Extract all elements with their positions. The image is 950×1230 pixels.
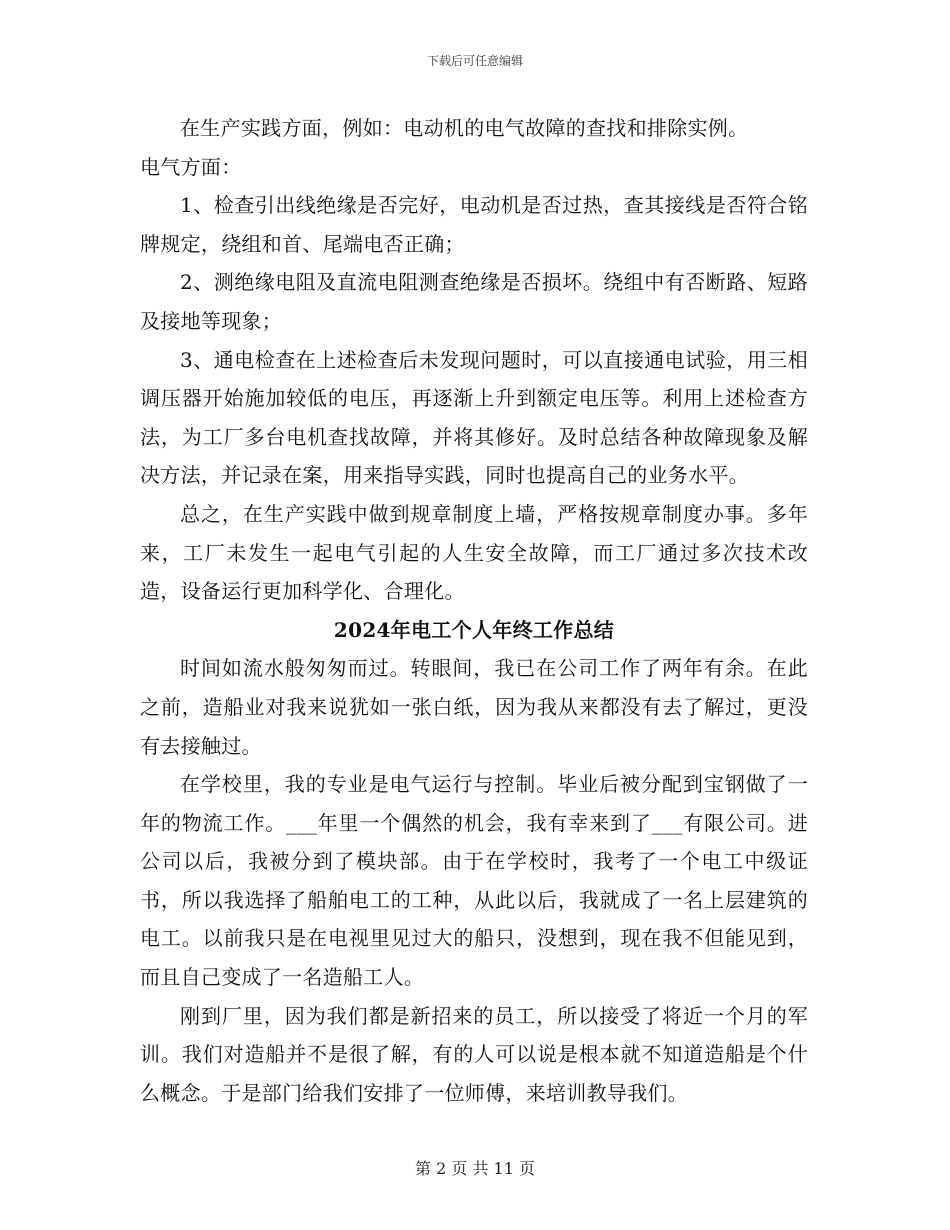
paragraph-step-1: 1、检查引出线绝缘是否完好，电动机是否过热，查其接线是否符合铭牌规定，绕组和首、尾端电否正确； <box>140 193 808 256</box>
page-number: 第 2 页 共 11 页 <box>415 1159 535 1178</box>
section-title: 2024年电工个人年终工作总结 <box>333 617 615 642</box>
paragraph-step-3: 3、通电检查在上述检查后未发现问题时，可以直接通电试验，用三相调压器开始施加较低的电压，再逐渐上升到额定电压等。利用上述检查方法，为工厂多台电机查找故障，并将其修好。及时总结各种故障现象及解决方法，并记录在案，用来指导实践，同时也提高自己的业务水平。 <box>140 347 808 488</box>
paragraph-time: 时间如流水般匆匆而过。转眼间，我已在公司工作了两年有余。在此之前，造船业对我来说犹如一张白纸，因为我从来都没有去了解过，更没有去接触过。 <box>140 656 808 758</box>
paragraph-electrical-heading: 电气方面： <box>140 154 242 179</box>
paragraph-step-2: 2、测绝缘电阻及直流电阻测查绝缘是否损坏。绕组中有否断路、短路及接地等现象； <box>140 270 808 333</box>
document-body <box>140 109 808 1112</box>
paragraph-intro: 在生产实践方面，例如：电动机的电气故障的查找和排除实例。 <box>180 116 749 140</box>
paragraph-school: 在学校里，我的专业是电气运行与控制。毕业后被分配到宝钢做了一年的物流工作。___年里一个偶然的机会，我有幸来到了___有限公司。进公司以后，我被分到了模块部。由于在学校时，我考了一个电工中级证书，所以我选择了船舶电工的工种，从此以后，我就成了一名上层建筑的电工。以前我只是在电视里见过大的船只，没想到，现在我不但能见到，而且自己变成了一名造船工人。 <box>140 772 808 990</box>
paragraph-summary: 总之，在生产实践中做到规章制度上墙，严格按规章制度办事。多年来，工厂未发生一起电气引起的人生安全故障，而工厂通过多次技术改造，设备运行更加科学化、合理化。 <box>140 501 808 604</box>
paragraph-training: 刚到厂里，因为我们都是新招来的员工，所以接受了将近一个月的军训。我们对造船并不是很了解，有的人可以说是根本就不知道造船是个什么概念。于是部门给我们安排了一位师傅，来培训教导我们。 <box>140 1003 808 1105</box>
page-header: 下载后可任意编辑 <box>426 54 523 68</box>
